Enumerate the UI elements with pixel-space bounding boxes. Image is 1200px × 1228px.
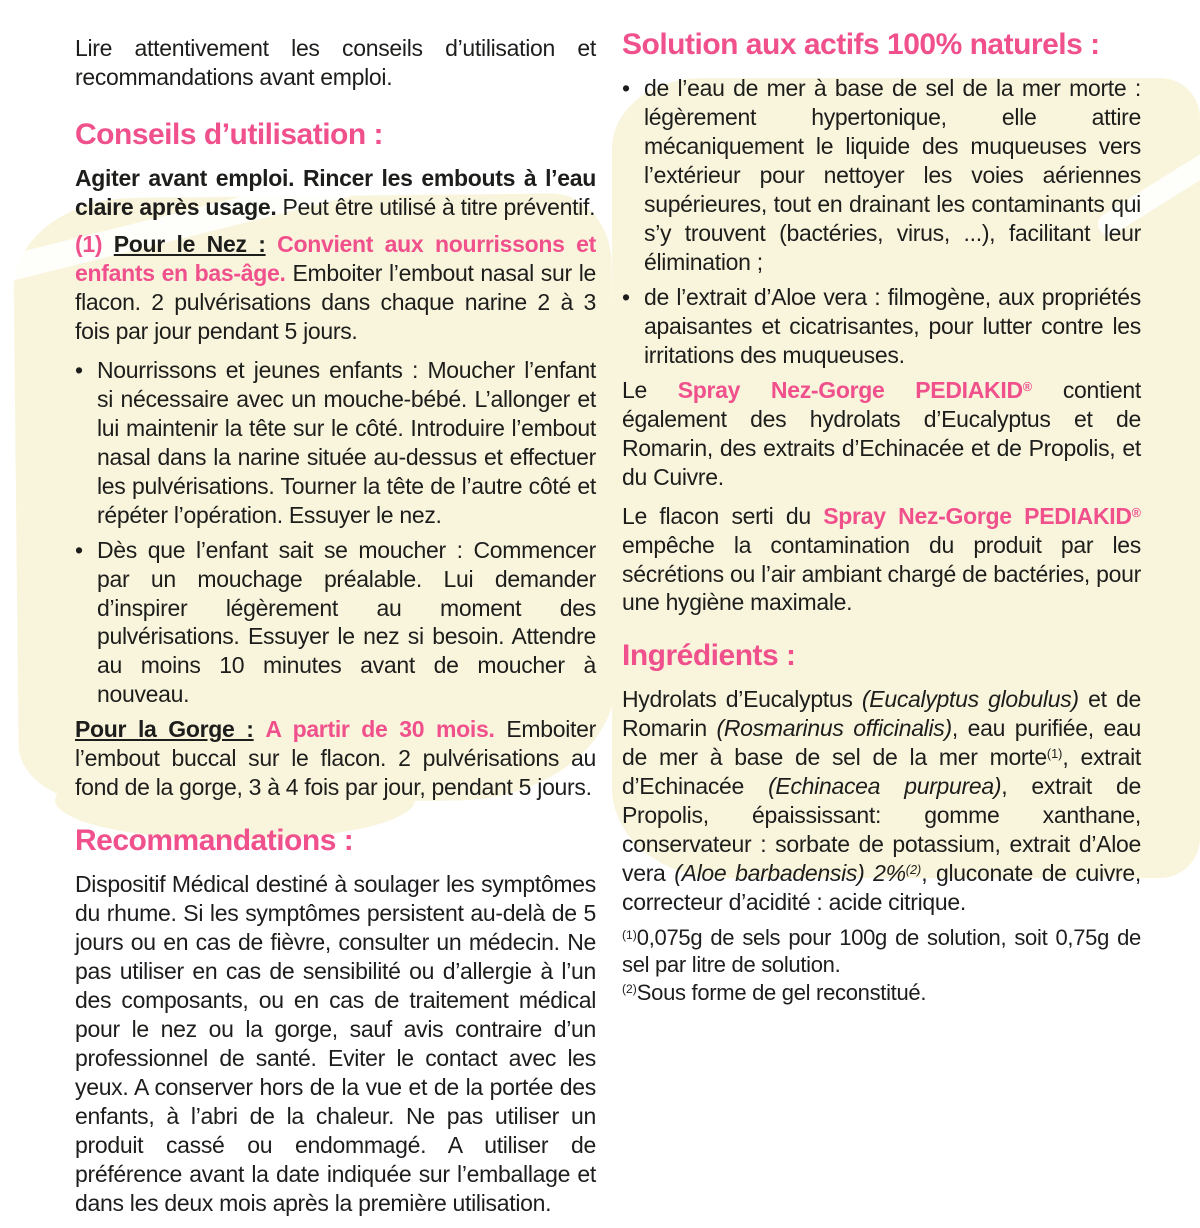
heading-recommandations: Recommandations :: [75, 824, 354, 858]
paragraph-flacon-serti: Le flacon serti du Spray Nez-Gorge PEDIAKID® empêche la contamination du produit par les sécrétions ou l’air ambiant chargé de bactéries, pour une hygiène maximale.: [622, 502, 1141, 616]
list-item-nourrissons: [75, 356, 596, 530]
bullet-icon: •: [75, 536, 84, 563]
heading-ingredients: Ingrédients :: [622, 639, 796, 673]
list-item-text: Nourrissons et jeunes enfants : Moucher l’enfant si nécessaire avec un mouche-bébé. L’allonger et lui maintenir la tête sur le côté. Introduire l’embout nasal dans la narine située au-dessus et effectuer les pulvérisations. Tourner la tête de l’autre côté et répéter l’opération. Essuyer le nez.: [97, 356, 596, 528]
bullet-icon: •: [622, 283, 631, 310]
footnote-gel: $^{(2)}$Sous forme de gel reconstitué.: [622, 979, 927, 1005]
paragraph-recommandations: Dispositif Médical destiné à soulager les symptômes du rhume. Si les symptômes persistent au-delà de 5 jours ou en cas de fièvre, consulter un médecin. Ne pas utiliser en cas de sensibilité ou d’allergie à l’un des composants, ou en cas de traitement médical pour le nez ou la gorge, sauf avis contraire d’un professionnel de santé. Eviter le contact avec les yeux. A conserver hors de la vue et de la portée des enfants, à l’abri de la chaleur. Ne pas utiliser un produit cassé ou endommagé. A utiliser de préférence avant la date indiquée sur l’emballage et dans les deux mois après la première utilisation.: [75, 871, 596, 1216]
paragraph-spray-contient: Le Spray Nez-Gorge PEDIAKID® contient également des hydrolats d’Eucalyptus et de Romarin, des extraits d’Echinacée et de Propolis, et du Cuivre.: [622, 376, 1142, 490]
bullet-icon: •: [75, 356, 84, 383]
list-item-text: de l’extrait d’Aloe vera : filmogène, aux propriétés apaisantes et cicatrisantes, pour lutter contre les irritations des muqueuses.: [644, 283, 1141, 368]
heading-solution: Solution aux actifs 100% naturels :: [622, 28, 1100, 61]
right-column: [622, 28, 1141, 1008]
bullet-icon: •: [622, 75, 631, 101]
list-item-text: Dès que l’enfant sait se moucher : Commencer par un mouchage préalable. Lui demander d’inspirer légèrement au moment des pulvérisations. Essuyer le nez si besoin. Attendre au moins 10 minutes avant de moucher à nouveau.: [97, 536, 596, 708]
paragraph-ingredients: Hydrolats d’Eucalyptus (Eucalyptus globulus) et de Romarin (Rosmarinus officinalis), eau purifiée, eau de mer à base de sel de la mer morte$^{(1)}$, extrait d’Echinacée (Echinacea purpurea), extrait de Propolis, épaississant: gomme xanthane, conservateur : sorbate de potassium, extrait d’Aloe vera (Aloe barbadensis) 2%$^{(2)}$, gluconate de cuivre, correcteur d’acidité : acide citrique.: [622, 686, 1142, 916]
intro-notice: Lire attentivement les conseils d’utilisation et recommandations avant emploi.: [75, 35, 596, 90]
paragraph-pour-le-nez: (1) Pour le Nez : Convient aux nourrissons et enfants en bas-âge. Emboiter l’embout nasal sur le flacon. 2 pulvérisations dans chaque narine 2 à 3 fois par jour pendant 5 jours.: [75, 230, 596, 344]
list-item-aloe-vera: [622, 283, 1141, 370]
list-item-des-que: [75, 536, 596, 710]
footnote-sels: $^{(1)}$0,075g de sels pour 100g de solution, soit 0,75g de sel par litre de solution.: [622, 925, 1141, 977]
list-item-text: de l’eau de mer à base de sel de la mer morte : légèrement hypertonique, elle attire mécaniquement le liquide des muqueuses vers l’extérieur pour nettoyer les voies aériennes supérieures, tout en drainant les contaminants qui s’y trouvent (bactéries, virus, ...), facilitant leur élimination ;: [644, 75, 1141, 275]
paragraph-pour-la-gorge: Pour la Gorge : A partir de 30 mois. Emboiter l’embout buccal sur le flacon. 2 pulvérisations au fond de la gorge, 3 à 4 fois par jour, pendant 5 jours.: [75, 716, 596, 801]
list-item-eau-de-mer: [622, 74, 1141, 277]
left-column: [75, 34, 596, 1228]
heading-conseils: Conseils d’utilisation :: [75, 117, 384, 151]
paragraph-agiter: Agiter avant emploi. Rincer les embouts à l’eau claire après usage. Peut être utilisé à titre préventif.: [75, 164, 596, 220]
